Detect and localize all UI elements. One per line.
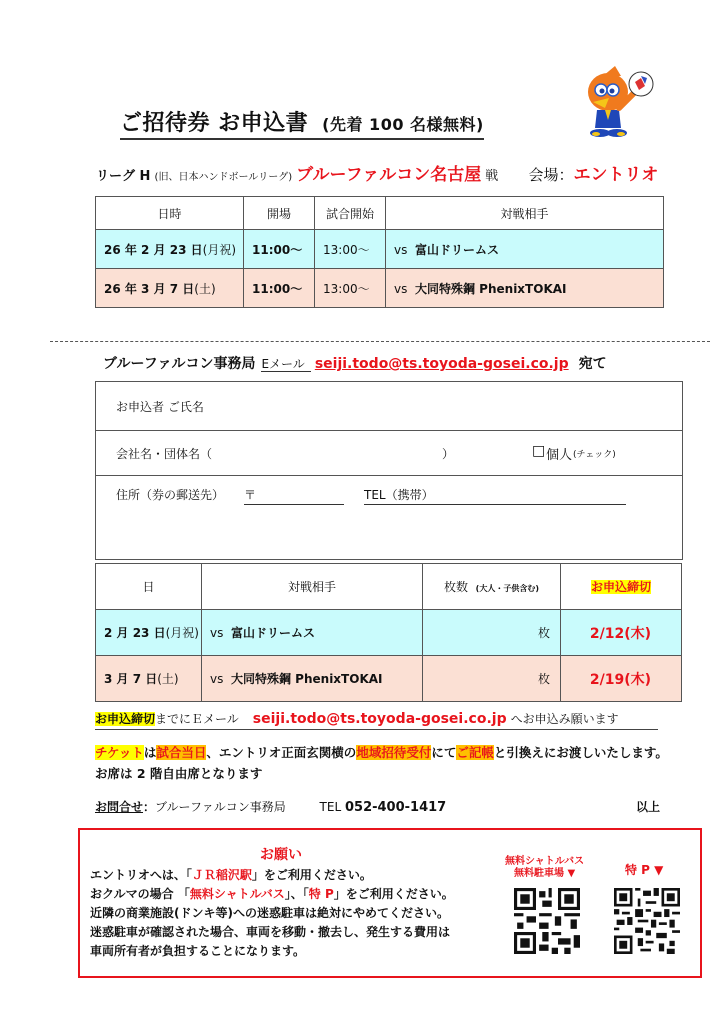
shuttle-qr-label: 無料シャトルバス 無料駐車場 ▼ bbox=[505, 856, 585, 879]
applicant-name-field[interactable] bbox=[96, 382, 682, 431]
address-label: 住所（券の郵送先） bbox=[116, 488, 225, 502]
apply-opponent: vs 大同特殊鋼 PhenixTOKAI bbox=[202, 656, 423, 702]
title-sub: (先着 100 名様無料) bbox=[322, 115, 484, 134]
cut-line-divider bbox=[50, 341, 710, 342]
applicant-form bbox=[95, 381, 683, 560]
individual-checkbox[interactable]: □ bbox=[532, 443, 546, 459]
league-line bbox=[96, 160, 658, 185]
opponent: vs 大同特殊鋼 PhenixTOKAI bbox=[386, 269, 664, 308]
company-field[interactable] bbox=[96, 431, 682, 476]
header-count: 枚数 (大人・子供含む) bbox=[423, 564, 561, 610]
notice-text: エントリオへは、「ＪＲ稲沢駅」をご利用ください。 おクルマの場合 「無料シャトルバス」、「特 P」をご利用ください。 近隣の商業施設(ドンキ等)への迷惑駐車は絶対にやめてください。 迷惑駐車が確認された場合、車両を移動・撤去し、発生する費用は 車両所有者が負担することになります。 bbox=[90, 868, 454, 958]
postal-code-input[interactable]: 〒 bbox=[244, 486, 344, 505]
deadline-highlight: お申込締切 bbox=[95, 712, 156, 726]
table-row bbox=[96, 656, 682, 702]
header-day: 日 bbox=[96, 564, 202, 610]
header-opponent: 対戦相手 bbox=[202, 564, 423, 610]
contact-label: お問合せ bbox=[95, 800, 144, 814]
contact-line: お問合せ：ブルーファルコン事務局 TEL 052-400-1417 以上 bbox=[95, 800, 660, 815]
notice-box bbox=[78, 828, 702, 978]
deadline-date: 2/12(木) bbox=[561, 610, 682, 656]
header-deadline: お申込締切 bbox=[561, 564, 682, 610]
tokup-qr-code-icon[interactable] bbox=[614, 888, 680, 954]
team-name: ブルーファルコン名古屋 bbox=[296, 165, 482, 185]
company-label: 会社名・団体名（ bbox=[116, 447, 213, 461]
applicant-name-label: お申込者 ご氏名 bbox=[116, 400, 204, 414]
tel-input[interactable]: TEL（携帯） bbox=[364, 486, 626, 505]
league-name: リーグ H bbox=[96, 169, 151, 184]
apply-opponent: vs 富山ドリームス bbox=[202, 610, 423, 656]
end-mark: 以上 bbox=[635, 800, 660, 814]
shuttle-qr-code-icon[interactable] bbox=[514, 888, 580, 954]
header-open: 開場 bbox=[244, 197, 315, 230]
tokup-qr-label: 特 P ▼ bbox=[625, 863, 664, 877]
start-time: 13:00～ bbox=[315, 230, 386, 269]
open-time: 11:00～ bbox=[244, 269, 315, 308]
start-time: 13:00～ bbox=[315, 269, 386, 308]
table-row bbox=[96, 610, 682, 656]
apply-day: 3 月 7 日(土) bbox=[96, 656, 202, 702]
opponent: vs 富山ドリームス bbox=[386, 230, 664, 269]
table-row bbox=[96, 269, 664, 308]
addressee-suffix: 宛て bbox=[578, 356, 607, 372]
league-note: (旧、日本ハンドボールリーグ) bbox=[154, 172, 293, 183]
office-line bbox=[103, 353, 607, 373]
header-opponent: 対戦相手 bbox=[386, 197, 664, 230]
header-start: 試合開始 bbox=[315, 197, 386, 230]
individual-note: (チェック) bbox=[573, 450, 616, 460]
ticket-count-input[interactable]: 枚 bbox=[423, 656, 561, 702]
notice-heading: お願い bbox=[260, 847, 302, 863]
vs-suffix: 戦 bbox=[485, 169, 499, 184]
schedule-table bbox=[95, 196, 664, 308]
page-title bbox=[120, 106, 484, 140]
apply-day: 2 月 23 日(月祝) bbox=[96, 610, 202, 656]
application-table bbox=[95, 563, 682, 702]
contact-office: ブルーファルコン事務局 bbox=[155, 800, 286, 814]
office-email-link[interactable]: seiji.todo@ts.toyoda-gosei.co.jp bbox=[314, 356, 569, 372]
email-label: Eメール bbox=[261, 357, 310, 372]
falcon-mascot-icon bbox=[575, 62, 665, 144]
address-field[interactable] bbox=[96, 476, 682, 558]
contact-phone[interactable]: 052-400-1417 bbox=[344, 800, 447, 815]
individual-label: 個人 bbox=[546, 448, 573, 463]
match-date: 26 年 3 月 7 日(土) bbox=[96, 269, 244, 308]
deadline-instruction: お申込締切までにＥメール seiji.todo@ts.toyoda-gosei.co.jp へお申込み願います bbox=[95, 710, 658, 730]
table-row bbox=[96, 230, 664, 269]
title-main: ご招待券 お申込書 bbox=[120, 111, 309, 136]
venue-label: 会場： bbox=[528, 166, 574, 184]
venue-name: エントリオ bbox=[573, 165, 659, 185]
ticket-info: チケットは試合当日、エントリオ正面玄関横の地域招待受付にてご記帳と引換えにお渡しいたします。お席は 2 階自由席となります bbox=[95, 745, 668, 781]
deadline-email-link[interactable]: seiji.todo@ts.toyoda-gosei.co.jp bbox=[252, 711, 507, 727]
deadline-date: 2/19(木) bbox=[561, 656, 682, 702]
open-time: 11:00～ bbox=[244, 230, 315, 269]
office-name: ブルーファルコン事務局 bbox=[103, 356, 256, 372]
header-datetime: 日時 bbox=[96, 197, 244, 230]
match-date: 26 年 2 月 23 日(月祝) bbox=[96, 230, 244, 269]
ticket-count-input[interactable]: 枚 bbox=[423, 610, 561, 656]
company-close-paren: ） bbox=[442, 447, 455, 461]
